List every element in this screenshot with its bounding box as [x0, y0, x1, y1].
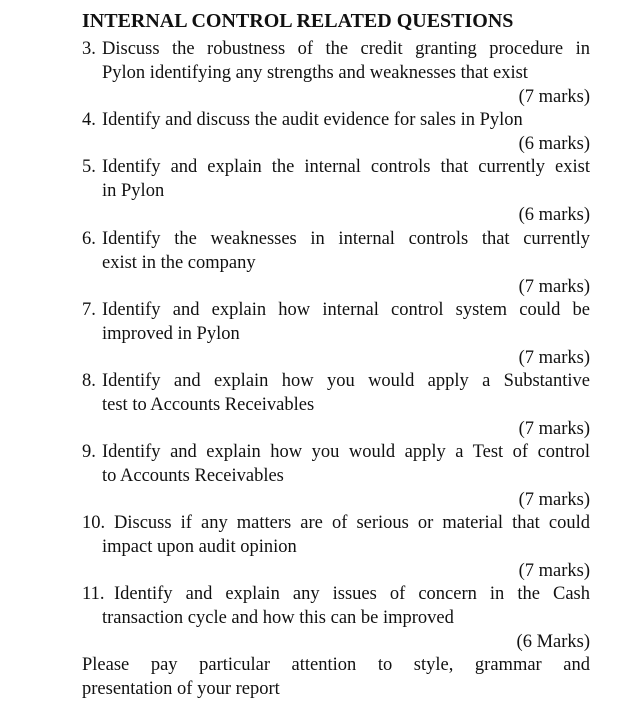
question-number: 3.: [82, 39, 96, 59]
question-text-line: Discuss if any matters are of serious or material that could: [114, 513, 590, 533]
question-marks: (7 marks): [518, 419, 590, 439]
question-marks: (7 marks): [518, 277, 590, 297]
question-number: 8.: [82, 371, 96, 391]
question-text-line: Identify and explain the internal controls that currently exist: [102, 157, 590, 177]
question-text-line: Identify and explain how you would apply a Substantive: [102, 371, 590, 391]
question-number: 5.: [82, 157, 96, 177]
question-text-line: improved in Pylon: [102, 324, 240, 344]
question-number: 4.: [82, 110, 96, 130]
question-number: 6.: [82, 229, 96, 249]
question-text-line: Identify and explain how internal control system could be: [102, 300, 590, 320]
closing-note-line: Please pay particular attention to style, grammar and: [82, 655, 590, 675]
question-number: 9.: [82, 442, 96, 462]
question-marks: (7 marks): [518, 87, 590, 107]
question-number: 7.: [82, 300, 96, 320]
question-text-line: impact upon audit opinion: [102, 537, 297, 557]
question-text-line: transaction cycle and how this can be improved: [102, 608, 454, 628]
section-heading: INTERNAL CONTROL RELATED QUESTIONS: [82, 10, 514, 32]
question-marks: (7 marks): [518, 348, 590, 368]
question-text-line: test to Accounts Receivables: [102, 395, 315, 415]
question-text-line: Discuss the robustness of the credit granting procedure in: [102, 39, 590, 59]
question-marks: (6 marks): [518, 134, 590, 154]
question-marks: (7 marks): [518, 561, 590, 581]
question-text-line: in Pylon: [102, 181, 165, 201]
question-text-line: Identify and explain any issues of concern in the Cash: [114, 584, 590, 604]
question-marks: (6 Marks): [516, 632, 590, 652]
question-text-line: Pylon identifying any strengths and weaknesses that exist: [102, 63, 528, 83]
question-text-line: to Accounts Receivables: [102, 466, 284, 486]
question-text-line: Identify and explain how you would apply a Test of control: [102, 442, 590, 462]
question-marks: (6 marks): [518, 205, 590, 225]
question-number: 10.: [82, 513, 106, 533]
question-marks: (7 marks): [518, 490, 590, 510]
closing-note-line: presentation of your report: [82, 679, 280, 699]
question-text-line: Identify the weaknesses in internal controls that currently: [102, 229, 590, 249]
question-text-line: Identify and discuss the audit evidence for sales in Pylon: [102, 110, 523, 130]
question-text-line: exist in the company: [102, 253, 256, 273]
question-number: 11.: [82, 584, 105, 604]
